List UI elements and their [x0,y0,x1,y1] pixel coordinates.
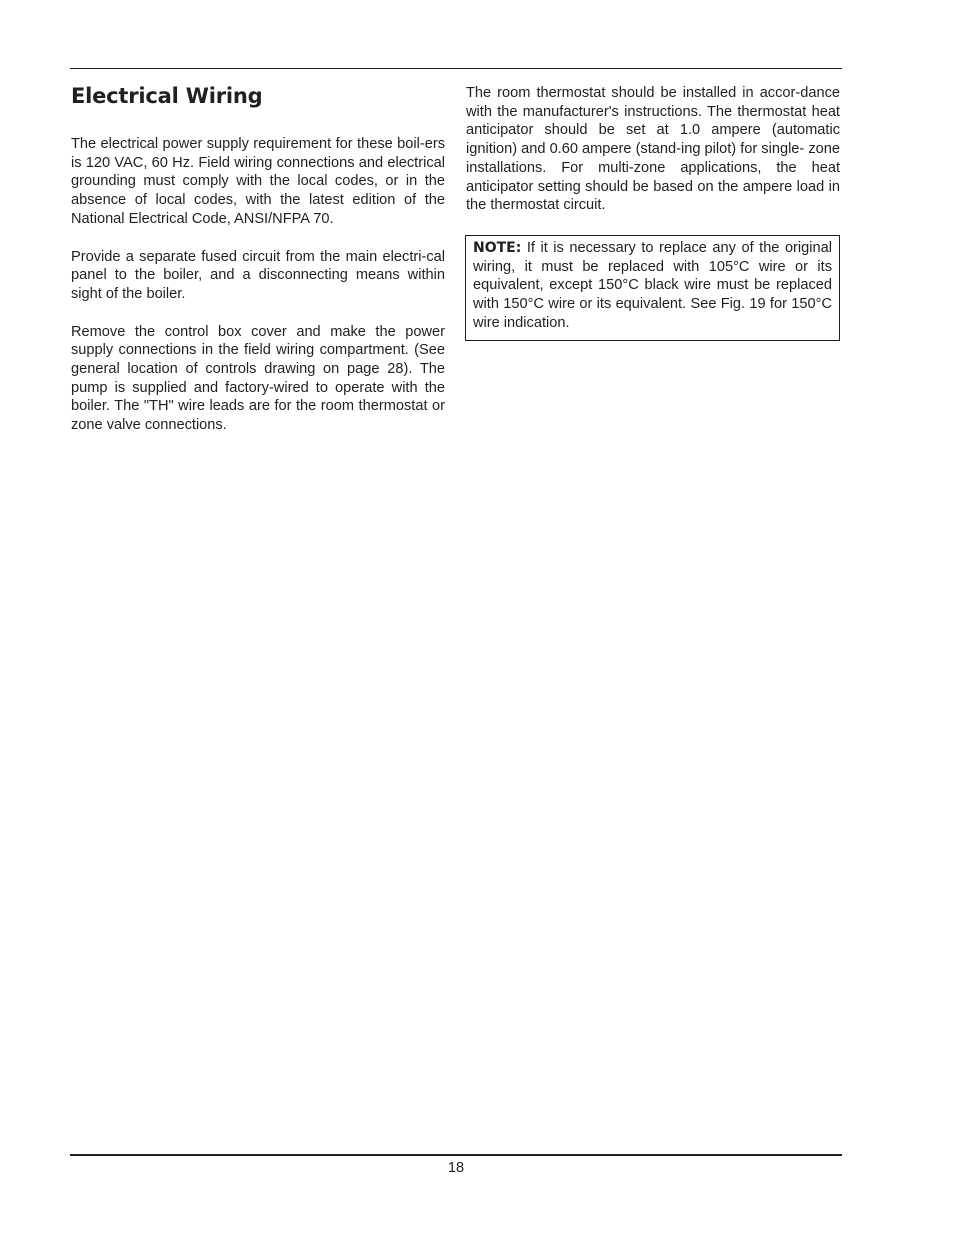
note-label: NOTE: [473,239,522,256]
note-paragraph [473,239,832,333]
left-column [71,82,445,454]
paragraph-thermostat: The room thermostat should be installed in accor-dance with the manufacturer's instructions. The thermostat heat anticipator should be set at 1.0 ampere (automatic ignition) and 0.60 ampere (stand-ing pilot) for single- zone installations. For multi-zone applications, the heat anticipator setting should be based on the ampere load in the thermostat circuit. [466,85,840,214]
paragraph-fused-circuit: Provide a separate fused circuit from the main electri-cal panel to the boiler, and a disconnecting means within sight of the boiler. [71,248,445,302]
paragraph-power-supply: The electrical power supply requirement for these boil-ers is 120 VAC, 60 Hz. Field wiring connections and electrical grounding must comply with the local codes, or in the absence of local codes, with the latest edition of the National Electrical Code, ANSI/NFPA 70. [71,136,445,227]
note-box [465,235,840,342]
header-rule [70,68,842,69]
paragraph-control-box: Remove the control box cover and make the power supply connections in the field wiring compartment. (See general location of controls drawing on page 28). The pump is supplied and factory-wired to operate with the boiler. The "TH" wire leads are for the room thermostat or zone valve connections. [71,323,445,434]
footer-rule [70,1154,842,1156]
right-column [466,84,840,341]
section-title: Electrical Wiring [71,84,263,108]
page-number: 18 [447,1160,465,1176]
note-text: If it is necessary to replace any of the original wiring, it must be replaced with 105°C wire or its equivalent, except 150°C black wire must be replaced with 150°C wire or its equivalent. See Fig. 19 for 150°C wire indication. [473,239,832,331]
